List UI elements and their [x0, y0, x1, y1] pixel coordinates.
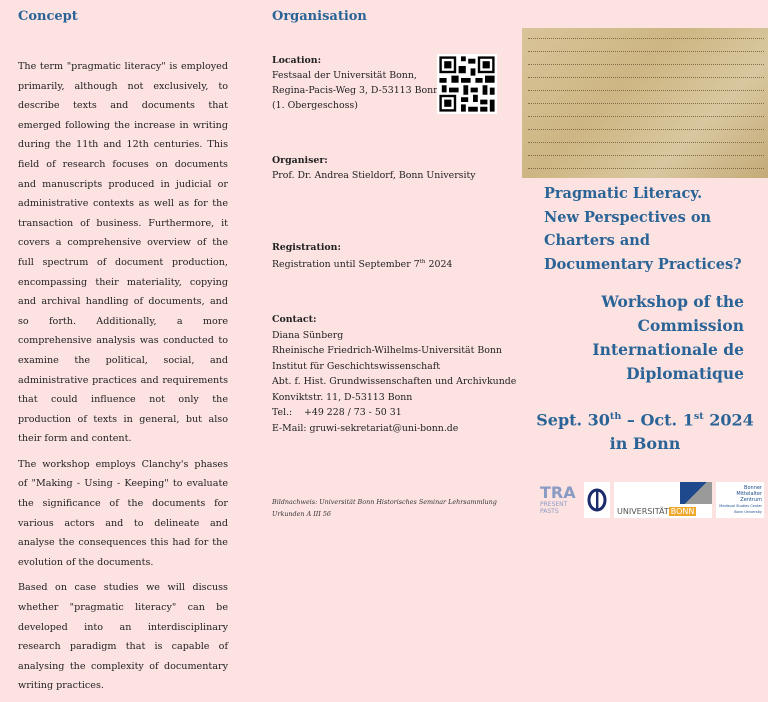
date-end: – Oct. 1	[621, 410, 694, 430]
phone-number: +49 228 / 73 - 50 31	[304, 407, 402, 418]
workshop-title	[544, 182, 742, 276]
email-link[interactable]: gruwi-sekretariat@uni-bonn.de	[309, 422, 459, 434]
contact-phone	[272, 405, 516, 421]
tra-logo-sub: PRESENT	[540, 501, 568, 508]
location-label: Location:	[272, 55, 322, 66]
uni-logo-text: UNIVERSITÄT	[617, 507, 669, 516]
concept-paragraph: The term "pragmatic literacy" is employed primarily, although not exclusively, to describe texts and documents that emerged following the increase in writing during the 11th and 12th centuries. This field of research focuses on documents and manuscripts produced in judicial or administrative contexts as well as for the transaction of business. Furthermore, it covers a comprehensive overview of the full spectrum of document production, encompassing their materiality, copying and archival handling of documents, and so forth. Additionally, a more comprehensive analysis was conducted to examine the political, social, and administrative practices and requirements that could influence not only the production of texts in general, but also their form and content.	[18, 61, 228, 445]
uni-logo-wordmark	[617, 507, 696, 516]
registration-year: 2024	[425, 259, 453, 271]
contact-label: Contact:	[272, 314, 317, 325]
ordinal-suffix: st	[693, 411, 704, 422]
concept-text	[18, 57, 228, 702]
concept-heading: Concept	[18, 9, 78, 24]
concept-paragraph: The workshop employs Clanchy's phases of "Making - Using - Keeping" to evaluate the significance of the documents for various actors and to delineate and analyse the consequences this had for the evolution of the documents.	[18, 458, 228, 568]
organiser-block	[272, 153, 476, 183]
uni-bonn-logo	[614, 482, 712, 518]
contact-line: Diana Sünberg	[272, 329, 344, 341]
subtitle-line: Internationale de	[592, 340, 744, 359]
registration-date: Registration until September 7	[272, 259, 420, 271]
contact-block	[272, 312, 516, 436]
subtitle-line: Workshop of the	[601, 292, 744, 311]
contact-line: Abt. f. Hist. Grundwissenschaften und Archivkunde	[272, 376, 517, 387]
date-year: 2024	[703, 410, 754, 430]
registration-label: Registration:	[272, 242, 341, 253]
subtitle-line: Diplomatique	[626, 364, 744, 383]
ordinal-suffix: th	[419, 259, 426, 265]
registration-block	[272, 240, 452, 272]
qr-code[interactable]	[437, 54, 497, 114]
bmz-logo-text: Medieval Studies Center	[719, 504, 762, 508]
title-line: New Perspectives on	[544, 208, 712, 226]
bmz-logo-text: Mittelalter	[736, 491, 762, 497]
organiser-label: Organiser:	[272, 155, 328, 166]
organiser-name: Prof. Dr. Andrea Stieldorf, Bonn University	[272, 170, 476, 181]
event-place: in Bonn	[609, 434, 681, 454]
phone-label: Tel.:	[272, 407, 293, 418]
workshop-subtitle	[592, 290, 744, 386]
title-line: Charters and	[544, 232, 650, 249]
bmz-logo-text: Bonn University	[734, 510, 762, 514]
title-line: Pragmatic Literacy.	[544, 185, 703, 202]
contact-line: Institut für Geschichtswissenschaft	[272, 360, 440, 372]
email-label: E-Mail:	[272, 422, 307, 434]
registration-text	[272, 255, 452, 272]
bmz-logo-text: Bonner	[744, 485, 762, 491]
cid-logo	[584, 482, 610, 518]
contact-line: Konviktstr. 11, D-53113 Bonn	[272, 391, 413, 403]
partner-logos	[540, 480, 764, 520]
ordinal-suffix: th	[609, 411, 622, 422]
contact-line: Rheinische Friedrich-Wilhelms-Universität Bonn	[272, 345, 502, 356]
image-credit	[272, 496, 497, 520]
event-date	[536, 405, 754, 456]
uni-logo-bonn: BONN	[670, 507, 695, 516]
bmz-logo-text: Zentrum	[740, 497, 762, 503]
location-line: (1. Obergeschoss)	[272, 100, 358, 111]
tra-logo-text: TRA	[540, 483, 576, 502]
credit-line: Bildnachweis: Universität Bonn Historisches Seminar Lehrsammlung	[272, 498, 497, 506]
bmz-logo	[716, 482, 764, 518]
contact-email	[272, 421, 516, 437]
manuscript-image	[522, 28, 768, 178]
tra-logo	[540, 482, 580, 518]
tra-logo-sub: PASTS	[540, 508, 559, 515]
concept-paragraph: Based on case studies we will discuss whether "pragmatic literacy" can be developed into an interdisciplinary research paradigm that is capable of analysing the complexity of documentary writing practices.	[18, 582, 228, 692]
date-start: Sept. 30	[536, 410, 610, 430]
credit-line: Urkunden A III 56	[272, 510, 331, 518]
title-line: Documentary Practices?	[544, 255, 742, 273]
uni-logo-graphic	[680, 482, 712, 504]
organisation-heading: Organisation	[272, 9, 367, 24]
location-line: Regina-Pacis-Weg 3, D-53113 Bonn	[272, 85, 440, 96]
location-block	[272, 53, 439, 113]
location-line: Festsaal der Universität Bonn,	[272, 70, 417, 81]
subtitle-line: Commission	[637, 316, 744, 335]
